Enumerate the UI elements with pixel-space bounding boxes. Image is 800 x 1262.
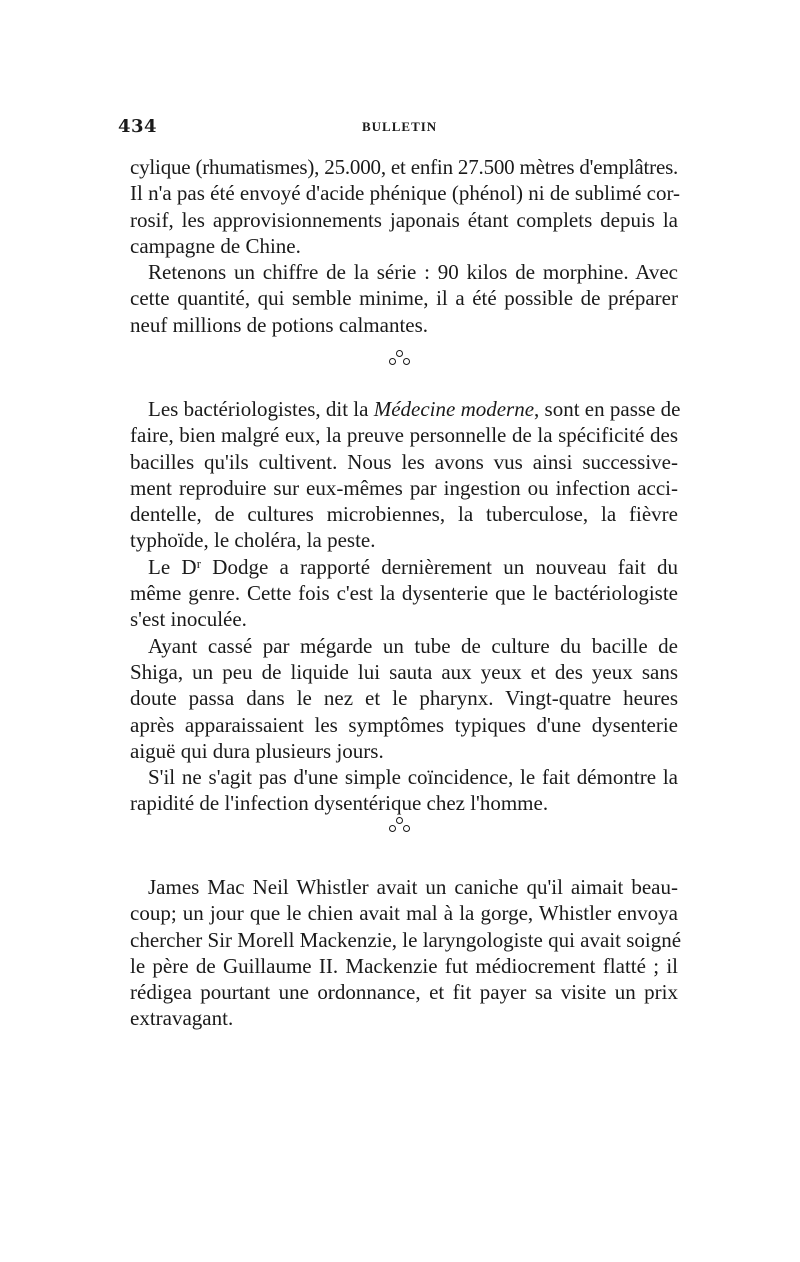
text-line: doute passa dans le nez et le pharynx. Vingt-quatre heures xyxy=(130,686,678,711)
text-line: cylique (rhumatismes), 25.000, et enfin 27.500 mètres d'emplâtres. xyxy=(130,155,679,179)
text-line: rosif, les approvisionnements japonais étant complets depuis la xyxy=(130,207,678,232)
text-run: , sont en passe de xyxy=(534,397,681,421)
separator-dot xyxy=(389,358,396,365)
separator-dot xyxy=(403,825,410,832)
text-line: chercher Sir Morell Mackenzie, le laryngologiste qui avait soigné xyxy=(130,927,682,952)
text-line: après apparaissaient les symptômes typiques d'une dysenterie xyxy=(130,712,678,737)
separator-dot xyxy=(389,825,396,832)
text-line: Shiga, un peu de liquide lui sauta aux yeux et des yeux sans xyxy=(130,659,678,684)
text-line: Il n'a pas été envoyé d'acide phénique (phénol) ni de sublimé cor- xyxy=(130,181,681,206)
text-line: neuf millions de potions calmantes. xyxy=(130,312,429,337)
text-line: dentelle, de cultures microbiennes, la tuberculose, la fièvre xyxy=(130,502,678,527)
text-line: cette quantité, qui semble minime, il a été possible de préparer xyxy=(130,286,678,311)
separator-dot xyxy=(396,817,403,824)
paragraph-block-whistler xyxy=(130,874,682,1032)
page-header xyxy=(118,116,680,138)
text-line: Ayant cassé par mégarde un tube de culture du bacille de xyxy=(148,633,678,658)
text-line: S'il ne s'agit pas d'une simple coïncidence, le fait démontre la xyxy=(148,765,678,790)
running-head: BULLETIN xyxy=(362,119,438,134)
text-line: s'est inoculée. xyxy=(130,607,247,632)
text-line: aiguë qui dura plusieurs jours. xyxy=(130,738,384,763)
text-line: rapidité de l'infection dysentérique chez l'homme. xyxy=(130,791,549,816)
text-line: coup; un jour que le chien avait mal à la gorge, Whistler envoya xyxy=(130,901,678,926)
text-line: ment reproduire sur eux-mêmes par ingestion ou infection acci- xyxy=(130,475,678,500)
text-line: campagne de Chine. xyxy=(130,233,301,258)
text-line: bacilles qu'ils cultivent. Nous les avons vus ainsi successive- xyxy=(130,449,678,474)
text-line xyxy=(130,396,681,422)
journal-title-italic: Médecine moderne xyxy=(373,397,535,421)
page-number: 434 xyxy=(118,116,158,137)
text-line: même genre. Cette fois c'est la dysenterie que le bactériologiste xyxy=(130,581,678,606)
separator-dot xyxy=(396,350,403,357)
separator-dot xyxy=(403,358,410,365)
text-line: rédigea pourtant une ordonnance, et fit payer sa visite un prix xyxy=(130,980,678,1005)
text-line: faire, bien malgré eux, la preuve personnelle de la spécificité des xyxy=(130,423,678,448)
section-separator-asterism xyxy=(380,815,420,837)
text-run: Les bactériologistes, dit la xyxy=(148,397,374,421)
text-line: Le Dʳ Dodge a rapporté dernièrement un nouveau fait du xyxy=(148,554,678,579)
section-separator-asterism xyxy=(380,348,420,370)
text-line: Retenons un chiffre de la série : 90 kilos de morphine. Avec xyxy=(148,260,678,285)
text-line: extravagant. xyxy=(130,1006,234,1031)
text-line: typhoïde, le choléra, la peste. xyxy=(130,528,376,553)
text-line: le père de Guillaume II. Mackenzie fut médiocrement flatté ; il xyxy=(130,953,678,978)
paragraph-block-bacteriologists xyxy=(130,396,681,817)
paragraph-block-supplies xyxy=(130,154,681,338)
text-line: James Mac Neil Whistler avait un caniche qu'il aimait beau- xyxy=(148,875,678,899)
